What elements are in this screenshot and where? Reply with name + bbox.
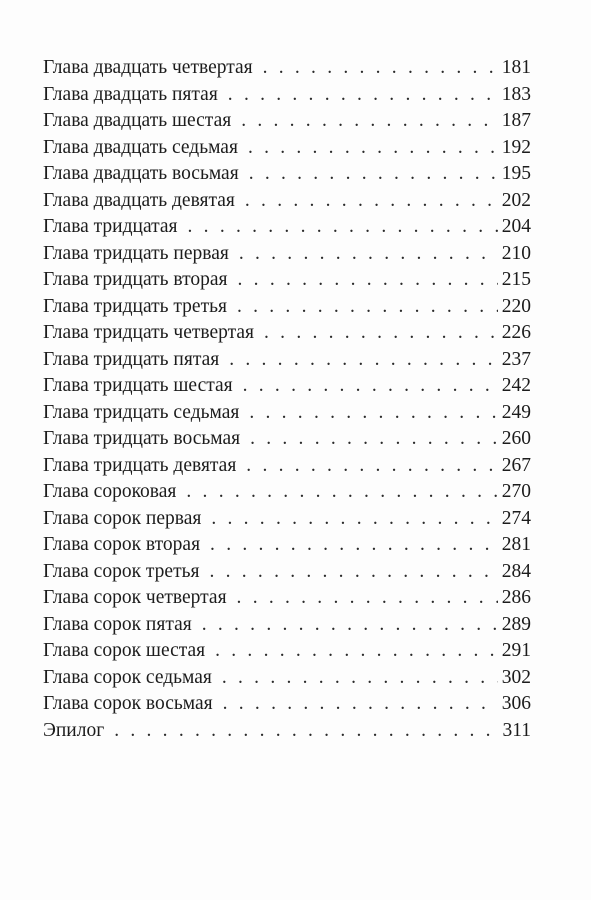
toc-entry-page: 311 [502,719,531,741]
dot-leader [229,349,498,371]
toc-entry-title: Глава тридцатая [43,216,178,237]
toc-entry [43,296,531,323]
toc-entry-page: 306 [501,693,531,714]
toc-entry-title: Глава тридцать первая [43,242,229,264]
dot-leader [228,84,498,106]
toc-entry-page: 291 [501,640,531,661]
toc-entry-page: 187 [501,110,531,131]
dot-leader [250,428,498,450]
toc-entry-page: 286 [501,587,531,608]
dot-leader [222,667,498,689]
dot-leader [245,190,498,212]
dot-leader [241,110,498,132]
toc-entry [43,428,531,455]
toc-entry-page: 210 [501,242,531,264]
dot-leader [264,322,498,344]
toc-entry-title: Глава сороковая [43,481,177,502]
toc-entry-page: 289 [501,613,531,635]
toc-entry-title: Глава тридцать вторая [43,269,228,290]
toc-entry [43,720,531,747]
dot-leader [237,587,498,609]
toc-entry [43,216,531,243]
toc-entry-title: Глава тридцать третья [43,295,227,317]
toc-entry [43,269,531,296]
dot-leader [210,534,498,556]
toc-entry-page: 270 [501,481,531,502]
toc-entry-page: 242 [501,375,531,396]
toc-entry-page: 249 [501,401,531,423]
toc-entry-title: Глава тридцать восьмая [43,428,241,449]
toc-entry-title: Глава тридцать девятая [43,454,237,476]
dot-leader [239,243,498,265]
toc-entry-title: Глава тридцать пятая [43,348,220,370]
toc-entry [43,375,531,402]
toc-entry-title: Глава сорок вторая [43,534,201,555]
toc-entry-title: Глава двадцать пятая [43,83,218,105]
toc-entry [43,84,531,111]
toc-entry-page: 267 [501,454,531,476]
toc-entry-title: Глава сорок восьмая [43,693,213,714]
toc-entry [43,693,531,720]
dot-leader [186,481,497,503]
dot-leader [238,269,498,291]
toc-entry-title: Глава сорок шестая [43,640,206,661]
toc-entry [43,137,531,164]
toc-entry-title: Глава двадцать девятая [43,189,235,211]
dot-leader [209,561,497,583]
toc-entry-title: Глава сорок третья [43,560,200,582]
table-of-contents [43,57,531,746]
toc-entry-page: 192 [501,136,531,158]
dot-leader [237,296,498,318]
toc-entry-page: 237 [501,348,531,370]
dot-leader [249,402,497,424]
dot-leader [114,720,498,742]
toc-entry [43,587,531,614]
toc-entry-title: Глава сорок четвертая [43,587,227,608]
toc-entry-page: 274 [501,507,531,529]
toc-entry-page: 215 [501,269,531,290]
dot-leader [188,216,498,238]
toc-entry-title: Глава сорок седьмая [43,666,212,688]
toc-entry [43,110,531,137]
toc-entry-title: Глава сорок пятая [43,613,192,635]
toc-entry-title: Глава сорок первая [43,507,202,529]
dot-leader [246,455,497,477]
toc-entry-title: Глава двадцать седьмая [43,136,238,158]
toc-entry-page: 260 [501,428,531,449]
dot-leader [249,163,498,185]
toc-entry-page: 302 [501,666,531,688]
toc-entry [43,614,531,641]
toc-entry-page: 204 [501,216,531,237]
dot-leader [248,137,498,159]
toc-entry-page: 226 [501,322,531,343]
toc-entry [43,640,531,667]
dot-leader [215,640,498,662]
toc-entry-page: 281 [501,534,531,555]
toc-entry [43,349,531,376]
toc-entry [43,322,531,349]
toc-entry [43,508,531,535]
toc-entry-title: Глава двадцать восьмая [43,163,239,184]
toc-entry-page: 284 [501,560,531,582]
dot-leader [243,375,498,397]
dot-leader [263,57,498,79]
toc-entry [43,455,531,482]
toc-entry-title: Глава двадцать четвертая [43,57,253,78]
toc-entry-page: 220 [501,295,531,317]
toc-entry [43,561,531,588]
toc-entry [43,57,531,84]
dot-leader [202,614,498,636]
toc-entry-page: 195 [501,163,531,184]
toc-entry-title: Эпилог [43,719,105,741]
toc-entry-page: 181 [501,57,531,78]
toc-entry-title: Глава двадцать шестая [43,110,232,131]
toc-entry [43,163,531,190]
dot-leader [211,508,497,530]
toc-entry [43,402,531,429]
dot-leader [223,693,498,715]
toc-entry-page: 183 [501,83,531,105]
toc-entry [43,190,531,217]
toc-entry-title: Глава тридцать четвертая [43,322,255,343]
toc-entry-title: Глава тридцать седьмая [43,401,240,423]
toc-entry [43,481,531,508]
toc-entry [43,667,531,694]
toc-entry [43,534,531,561]
toc-entry [43,243,531,270]
toc-entry-page: 202 [501,189,531,211]
toc-entry-title: Глава тридцать шестая [43,375,233,396]
